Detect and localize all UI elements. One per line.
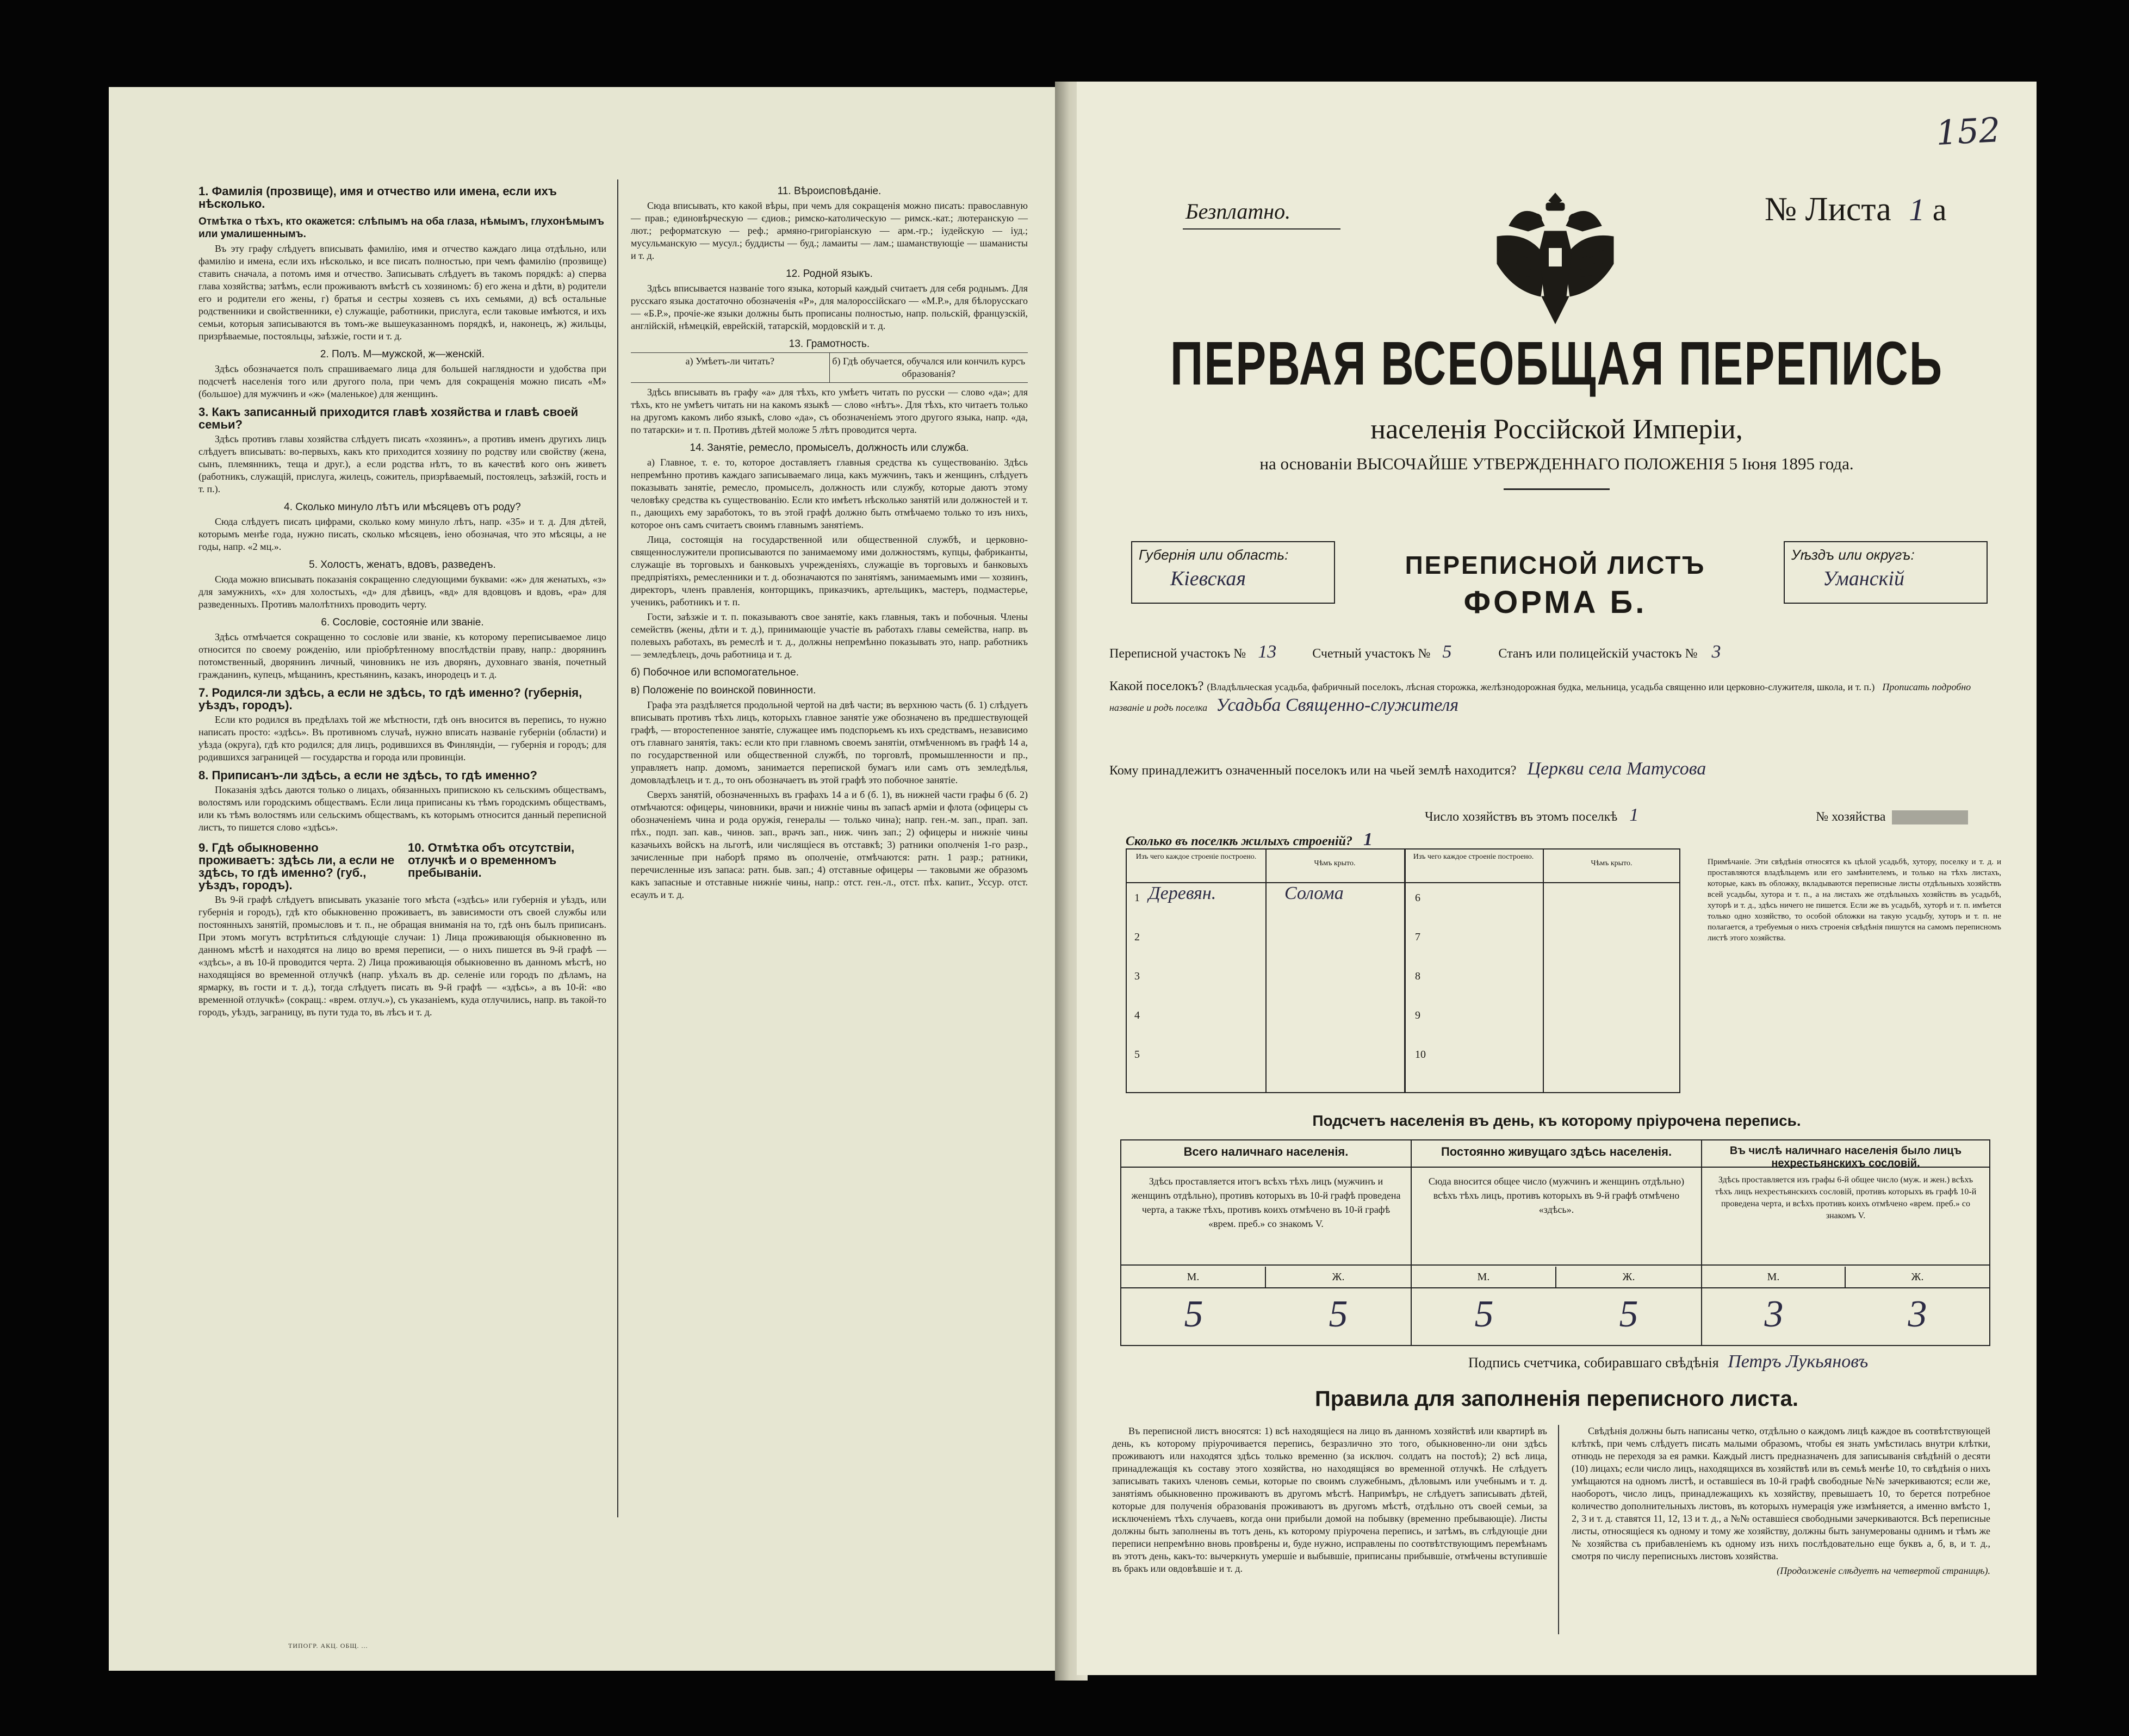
sheet-number xyxy=(1765,190,1947,229)
section-10-heading: 10. Отмѣтка объ отсутствіи, отлучкѣ и о временномъ пребываніи. xyxy=(408,841,575,879)
bldg-header-roof-left: Чѣмъ крыто. xyxy=(1265,850,1404,883)
section-6-heading: 6. Сословіе, состояніе или званіе. xyxy=(321,617,484,628)
male-label: М. xyxy=(1702,1267,1846,1288)
pop-col-caption: Постоянно живущаго здѣсь населенія. xyxy=(1412,1140,1701,1168)
section-4-text: Сюда слѣдуетъ писать цифрами, сколько кому минуло лѣтъ, напр. «35» и т. д. Для дѣтей, которымъ менѣе года, нужно писать, сколько мѣсяцевъ, іено обозначая, что это мѣсяцы, а не годы, напр. «2 мц.». xyxy=(198,516,606,552)
settlement-line xyxy=(1109,677,2001,717)
section-12-heading: 12. Родной языкъ. xyxy=(786,268,873,280)
bldg-row-number: 10 xyxy=(1415,1049,1426,1061)
section-1-text: Въ эту графу слѣдуетъ вписывать фамилію, имя и отчество каждаго лица отдѣльно, или фамилію и имена, если ихъ нѣсколько, и все писать полностью, при чемъ фамилію (прозвище) ставить сначала, а потомъ имя и отчество. Записывать слѣдуетъ въ такомъ порядкѣ: а) сперва глава хозяйства; затѣмъ, если проживаютъ вмѣстѣ съ хозяиномъ: б) его жена и дѣти, в) родители его и родители его жены, г) братья и сестры хозяевъ съ ихъ семьями, д) всѣ остальные родственники и свойственники, е) служащіе, работники, прислуга, если таковые имѣются, и ихъ семьи, которыя записываются въ томъ-же вышеуказанномъ порядкѣ, и, наконецъ, ж) жильцы, призрѣваемые, постояльцы, заѣзжіе, гости и т. д. xyxy=(198,243,606,342)
permanent-male-value: 5 xyxy=(1474,1293,1494,1335)
pop-col-non-peasant xyxy=(1702,1140,1989,1345)
section-5-text: Сюда можно вписывать показанія сокращенно следующими буквами: «ж» для женатыхъ, «з» для замужнихъ, «х» для холостыхъ, «д» для дѣвицъ, «вд» для вдовцовъ и вдовъ, «ра» для разведенныхъ. Противъ малолѣтнихъ проводить черту. xyxy=(198,574,606,610)
section-1-subheading: Отмѣтка о тѣхъ, кто окажется: слѣпымъ на оба глаза, нѣмымъ, глухонѣмымъ или умалишеннымъ. xyxy=(198,216,605,240)
section-1-heading: 1. Фамилія (прозвище), имя и отчество или имена, если ихъ нѣсколько. xyxy=(198,184,557,210)
signature-label: Подпись счетчика, собиравшаго свѣдѣнія xyxy=(1468,1355,1719,1371)
non-peasant-male-value: 3 xyxy=(1764,1293,1784,1335)
title-rule xyxy=(1504,488,1610,490)
total-female-value: 5 xyxy=(1329,1293,1348,1335)
bldg-divider xyxy=(1543,850,1544,1092)
section-9-text: Въ 9-й графѣ слѣдуетъ вписывать указаніе того мѣста («здѣсь» или губернія и уѣздъ, или губернія и городъ), гдѣ кто обыкновенно проживаетъ, въ зависимости отъ своей службы или постоянныхъ занятій, промысловъ и т. п., не обращая вниманія на то, гдѣ онъ былъ приписанъ. При этомъ могутъ встрѣтиться слѣдующіе случаи: 1) Лица проживающія обыкновенно въ данномъ мѣстѣ и находятся на лицо во время переписи, — о нихъ пишется въ 9-й графѣ — «здѣсь», а въ 10-й проводится черта. 2) Лица проживающія обыкновенно въ данномъ мѣстѣ, но находящіяся во временной отлучкѣ (напр. уѣхалъ въ др. селеніе или городъ по дѣламъ, на ярмарку, въ гости и т. д.), тогда слѣдуетъ писать въ 9-й графѣ — «здѣсь», а въ 10-й: «во временной отлучкѣ» (сокращ.: «врем. отлуч.»), съ указаніемъ, куда отлучились, напр. въ такой-то городъ, уѣздъ, заграницу, въ пути туда то, въ лѣсъ и т. д. xyxy=(198,894,606,1018)
police-district-label: Станъ или полицейскій участокъ № xyxy=(1498,647,1698,661)
pop-col-description: Здѣсь проставляется изъ графы 6-й общее число (муж. и жен.) всѣхъ тѣхъ лицъ нехрестьянскихъ сословій, противъ которыхъ въ графѣ 10-й проведена черта, и всѣхъ противъ коихъ отмѣчено «врем. преб.» со знакомъ V. xyxy=(1702,1168,1989,1266)
buildings-label: Сколько въ поселкѣ жилыхъ строеній? xyxy=(1126,834,1352,848)
bldg-row-number: 3 xyxy=(1134,970,1140,982)
right-page xyxy=(1077,82,2037,1675)
uezd-label: Уѣздъ или округъ: xyxy=(1791,547,1915,563)
female-label: Ж. xyxy=(1846,1267,1989,1288)
form-name: ФОРМА Б. xyxy=(1463,585,1647,620)
owner-line xyxy=(1109,759,1706,779)
gubernia-field xyxy=(1131,541,1335,604)
section-13-heading: 13. Грамотность. xyxy=(789,338,870,350)
gubernia-label: Губернія или область: xyxy=(1139,547,1289,563)
free-underline xyxy=(1183,228,1340,230)
census-subtitle: населенія Россійской Имперіи, xyxy=(1370,414,1743,445)
gubernia-value: Кіевская xyxy=(1170,567,1246,590)
households-value: 1 xyxy=(1629,805,1639,825)
bldg-roof-value: Солома xyxy=(1284,883,1344,903)
female-label: Ж. xyxy=(1266,1267,1411,1288)
owner-value: Церкви села Матусова xyxy=(1527,759,1706,779)
settlement-value: Усадьба Священно-служителя xyxy=(1216,695,1459,715)
households-label: Число хозяйствъ въ этомъ поселкѣ xyxy=(1425,810,1618,824)
section-14b-heading: б) Побочное или вспомогательное. xyxy=(631,667,799,678)
male-label: М. xyxy=(1121,1267,1266,1288)
left-page xyxy=(109,87,1063,1671)
pop-col-total xyxy=(1121,1140,1412,1345)
bldg-row-number: 7 xyxy=(1415,931,1420,943)
section-3-heading: 3. Какъ записанный приходится главѣ хозяйства и главѣ своей семьи? xyxy=(198,405,579,431)
households-line xyxy=(1425,805,1968,826)
section-9-heading: 9. Гдѣ обыкновенно проживаетъ: здѣсь ли, а если не здѣсь, то гдѣ именно? (губ., уѣздъ, городъ). xyxy=(198,841,395,892)
section-8-text: Показанія здѣсь даются только о лицахъ, обязанныхъ припискою къ сельскимъ обществамъ, волостямъ или городскимъ обществамъ. Если лица приписаны къ тѣмъ городскимъ обществамъ, или къ тѣмъ волостямъ или сельскимъ обществамъ, къ которымъ относится данный переписной листъ, то пишется слово «здѣсь». xyxy=(198,784,606,833)
settlement-label: Какой поселокъ? xyxy=(1109,679,1204,693)
section-13-text: Здѣсь вписывать въ графу «а» для тѣхъ, кто умѣетъ читать по русски — слово «да»; для тѣхъ, кто не умѣетъ читать ни на какомъ языкѣ — слово «нѣтъ». Для тѣхъ, кто читаетъ только на другомъ какомъ либо языкѣ, слово «да», съ обозначеніемъ этого другого языка, напр. «да, по татарски» и т. п. Противъ дѣтей моложе 5 лѣтъ проводится черта. xyxy=(631,387,1028,435)
printer-imprint: ТИПОГР. АКЦ. ОБЩ. ... xyxy=(288,1642,368,1650)
section-7-heading: 7. Родился-ли здѣсь, а если не здѣсь, то гдѣ именно? (губернія, уѣздъ, городъ). xyxy=(198,686,582,712)
section-5-heading: 5. Холостъ, женатъ, вдовъ, разведенъ. xyxy=(309,559,496,571)
section-11-heading: 11. Вѣроисповѣданіе. xyxy=(777,185,882,197)
section-13-columns xyxy=(631,352,1028,383)
section-8-heading: 8. Приписанъ-ли здѣсь, а если не здѣсь, то гдѣ именно? xyxy=(198,768,537,782)
bldg-divider xyxy=(1404,850,1406,1092)
section-12-text: Здѣсь вписывается названіе того языка, который каждый считаетъ для себя роднымъ. Для русскаго языка достаточно обозначенія «Р», для малороссійскаго — «М.Р.», для бѣлорусскаго — «Б.Р.», прочіе-же языки должны быть прописаны полностью, напр. польскій, французскій, англійскій, нѣмецкій, еврейскій, татарскій, мордовскій и т. д. xyxy=(631,283,1028,331)
section-4-heading: 4. Сколько минуло лѣтъ или мѣсяцевъ отъ роду? xyxy=(284,501,521,513)
total-male-value: 5 xyxy=(1184,1293,1203,1335)
uezd-value: Уманскій xyxy=(1823,567,1904,590)
census-decree: на основаніи ВЫСОЧАЙШЕ УТВЕРЖДЕННАГО ПОЛОЖЕНІЯ 5 Іюня 1895 года. xyxy=(1259,454,1854,473)
population-count-heading: Подсчетъ населенія въ день, къ которому пріурочена перепись. xyxy=(1312,1112,1801,1129)
section-14-text-4: Графа эта раздѣляется продольной чертой на двѣ части; въ верхнюю часть (б. 1) слѣдуетъ вписывать противъ тѣхъ лицъ, которыхъ главное занятіе уже обозначено въ предшествующей графѣ, — второстепенное занятіе, служащее имъ подспорьемъ къ ихъ средствамъ, независимо отъ главнаго занятія, такъ: если кто при главномъ своемъ занятіи, отмѣченномъ въ графѣ 14 а, по государственной или общественной службѣ, по торговлѣ, промышленности и пр., управляетъ напр. домомъ, занимается перепиской бумагъ или самъ отъ земледѣлья, домовладѣлецъ и т. д., то онъ обозначаетъ въ этой графѣ это побочное занятіе. xyxy=(631,699,1028,785)
section-14c-heading: в) Положеніе по воинской повинности. xyxy=(631,685,816,696)
counting-district-label: Счетный участокъ № xyxy=(1312,647,1431,661)
permanent-female-value: 5 xyxy=(1619,1293,1638,1335)
enumerator-signature-line xyxy=(1468,1351,1868,1372)
form-title xyxy=(1360,550,1751,621)
section-2-heading: 2. Полъ. М—мужской, ж—женскій. xyxy=(320,349,485,360)
bldg-divider xyxy=(1265,850,1267,1092)
household-number-redacted xyxy=(1892,810,1968,824)
rules-heading: Правила для заполненія переписного листа. xyxy=(1315,1387,1798,1411)
bldg-header-material-left: Изъ чего каждое строеніе построено. xyxy=(1127,850,1265,883)
section-3-text: Здѣсь противъ главы хозяйства слѣдуетъ писать «хозяинъ», а противъ именъ другихъ лицъ слѣдуетъ вписывать: во-первыхъ, какъ кто приходится хозяину по родству или свойству (жена, сынъ, племянникъ, теща и друг.), а если родства нѣтъ, то въ качествѣ кого онъ живетъ (работникъ, служащій, прислуга, жилецъ, сожитель, призрѣваемый, постоялецъ, заѣзжій, гость и т. п.). xyxy=(198,433,606,494)
continuation-note: (Продолженіе слѣдуетъ на четвертой страницѣ). xyxy=(1777,1565,1990,1576)
police-district-value: 3 xyxy=(1711,642,1721,662)
buildings-note: Примѣчаніе. Эти свѣдѣнія относятся къ цѣлой усадьбѣ, хутору, поселку и т. д. и проставляются владѣльцемъ или его замѣнителемъ, и только на тѣхъ листахъ, которые, какъ въ обложку, вкладываются переписные листы отдѣльныхъ хозяйствъ всей усадьбы, хутора и т. п., а на листахъ же отдѣльныхъ хозяйствъ въ усадьбѣ, хуторѣ и т. д., здѣсь ничего не пишется. Если же въ усадьбѣ, хуторѣ и т. п. имѣется только одно хозяйство, то особой обложки на такую усадьбу, хуторъ и т. п. не полагается, а требуемыя о нихъ строенія свѣдѣнія пишутся на самомъ переписномъ листѣ этого хозяйства. xyxy=(1708,858,2001,943)
pop-col-description: Сюда вносится общее число (мужчинъ и женщинъ отдѣльно) всѣхъ тѣхъ лицъ, противъ которыхъ въ 9-й графѣ отмѣчено «здѣсь». xyxy=(1412,1168,1701,1266)
section-2-text: Здѣсь обозначается полъ спрашиваемаго лица для большей наглядности и удобства при подсчетѣ населенія того или другого пола, при чемъ для сокращенія можно писать «М» (большое) для мужчинъ и «ж» (маленькое) для женщинъ. xyxy=(198,363,606,399)
bldg-row-number: 5 xyxy=(1134,1049,1140,1061)
female-label: Ж. xyxy=(1556,1267,1701,1288)
instructions-column-1 xyxy=(198,179,606,1021)
bldg-header-material-right: Изъ чего каждое строеніе построено. xyxy=(1404,850,1543,883)
section-14-heading: 14. Занятіе, ремесло, промыселъ, должность или служба. xyxy=(690,442,969,454)
districts-line xyxy=(1109,642,1721,662)
bldg-material-value: Деревян. xyxy=(1149,883,1216,903)
section-14-text: а) Главное, т. е. то, которое доставляетъ главныя средства къ существованію. Здѣсь непремѣнно противъ каждаго записываемаго лица, какъ мужчинъ, такъ и женщинъ, слѣдуетъ показывать занятіе, ремесло, промыселъ, должность или службу, которые даютъ этому человѣку средства къ существованію. Если кто имѣетъ нѣсколько занятій или должностей и т. п., дающихъ ему заработокъ, то въ этой графѣ должно быть отмѣчаемо только то изъ нихъ, которое онъ самъ считаетъ своимъ главнымъ занятіемъ. xyxy=(631,457,1028,530)
rules-text-2: Свѣдѣнія должны быть написаны четко, отдѣльно о каждомъ лицѣ каждое въ соотвѣтствующей клѣткѣ, при чемъ слѣдуетъ писать малыми образомъ, чтобы ея знать умѣстилась внутри клѣтки, отнюдь не переходя за ея рамки. Каждый листъ предназначенъ для записыванія свѣдѣній о десяти (10) лицахъ; если число лицъ, находящихся въ хозяйствѣ или въ семьѣ менѣе 10, то свѣдѣнія о нихъ умѣщаются на одномъ листѣ, и оставшіеся въ 10-й графѣ свободные №№ зачеркиваются; если же, наоборотъ, число лицъ, принадлежащихъ къ хозяйству, превышаетъ 10, то берется потребное количество дополнительныхъ листовъ, въ которыхъ нумерація уже измѣняется, а именно вмѣсто 1, 2, 3 и т. д. ставятся 11, 12, 13 и т. д., а №№ оставшіеся свободными зачеркиваются. Всѣ переписные листы, относящіеся къ одному и тому же хозяйству, должны быть занумерованы однимъ и тѣмъ же № хозяйства съ прибавленіемъ къ одному изъ нихъ послѣдовательно еще буквъ а, б, в, и т. д., смотря по числу переписныхъ листовъ хозяйства. xyxy=(1572,1425,1990,1561)
settlement-hint-2: Прописать подробно названіе и родъ поселка xyxy=(1109,681,1971,713)
rules-divider xyxy=(1558,1425,1559,1634)
sheet-number-label: № Листа xyxy=(1765,191,1891,228)
instructions-column-2 xyxy=(631,179,1028,903)
form-title-main: ПЕРЕПИСНОЙ ЛИСТЪ xyxy=(1405,551,1706,579)
section-14-text-5: Сверхъ занятій, обозначенныхъ въ графахъ 14 а и б (б. 1), въ нижней части графы б (б. 2) отмѣчаются: офицеры, чиновники, врачи и нижніе чины въ запасѣ арміи и флота (офицеры съ обозначеніемъ чина и рода оружія, генералы — только чина); напр. ген.-м. зап., прап. зап. пѣх., подп. зап. кав., чинов. зап., врачъ зап., ниж. чинъ зап.; 2) офицеры и нижніе чины казачьихъ войскъ на льготѣ, или числящіеся въ отставкѣ; 3) ратники ополченія 1-го разр., зачисленные при наборѣ прямо въ ополченіе, отмѣчаются: ратн. 1 разр.; ратники, перечисленные изъ запаса: ратн. быв. зап.; 4) отставные офицеры — таковыми же образомъ какъ запасные и отставные нижніе чины, напр.: отст. ген.-л., отст. пѣх. капит., Уссур. отст. есаулъ и т. д. xyxy=(631,789,1028,900)
bldg-row-number: 9 xyxy=(1415,1009,1420,1021)
bldg-row-number: 8 xyxy=(1415,970,1420,982)
section-14-text-2: Лица, состоящія на государственной или общественной службѣ, и церковно-священнослужители прописываются по занимаемому ими должностямъ, купцы, фабриканты, служащіе въ торговыхъ и банковыхъ учрежденіяхъ, служащіе въ торговыхъ и банковыхъ предпріятіяхъ, ремесленники и т. д. обозначаются по занятіямъ, занимаемымъ ими — хозяинъ, директоръ, членъ правленія, конторщикъ, приказчикъ, артельщикъ, мастеръ, подмастерье, ученикъ, работникъ и т. п. xyxy=(631,534,1028,607)
rules-text-1: Въ переписной листъ вносятся: 1) всѣ находящіеся на лицо въ данномъ хозяйствѣ или квартирѣ въ день, къ которому пріурочивается перепись, безразлично это того, обыкновенно-ли они здѣсь проживаютъ или находятся здѣсь только временно (за исключ. солдатъ на постоѣ); 2) всѣ лица, принадлежащія къ составу этого хозяйства, но находящіяся во временной отлучкѣ. Не слѣдуетъ записывать такихъ членовъ семьи, которые по своимъ служебнымъ, дѣловымъ или учебнымъ и т. д. занятіямъ обыкновенно проживаютъ въ другомъ мѣстѣ. Напримѣръ, не слѣдуетъ записывать дѣтей, которые для полученія образованія проживаютъ въ другомъ мѣстѣ, отдѣльно отъ своей семьи, за исключеніемъ тѣхъ случаевъ, когда они прибыли домой на побывку (временно пребывающіе). Листы должны быть заполнены въ тотъ день, къ которому пріурочена перепись, и затѣмъ, въ слѣдующіе дни переписи непремѣнно вновь провѣрены и, буде нужно, исправлены по соотвѣтствующимъ перемѣнамъ въ этотъ день, какъ-то: вычеркнуть умершіе и выбывшіе, приписаны прибывшіе, отмѣчены вступившіе въ бракъ или овдовѣвшіе и т. д. xyxy=(1112,1425,1547,1574)
pop-col-caption: Всего наличнаго населенія. xyxy=(1121,1140,1411,1168)
section-13b-label: б) Гдѣ обучается, обучался или кончилъ курсъ образованія? xyxy=(832,356,1026,379)
sections-9-10-headings xyxy=(198,836,606,894)
section-11-text: Сюда вписывать, кто какой вѣры, при чемъ для сокращенія можно писать: православную — прав.; единовѣрческую — єдиов.; римско-католическую — римск.-кат.; лютеранскую — лют.; реформатскую — реф.; армяно-григоріанскую — арм.-гр.; іудейскую — іуд.; мусульманскую — мусул.; буддисты — буд.; ламаиты — лам.; шаманствующіе — шаманисты и т. д. xyxy=(631,200,1028,261)
census-title: ПЕРВАЯ ВСЕОБЩАЯ ПЕРЕПИСЬ xyxy=(1170,328,1944,398)
settlement-hint: (Владѣльческая усадьба, фабричный поселокъ, лѣсная сторожка, желѣзнодорожная будка, мельница, усадьба священно или церковно-служителя, школа, и т. п.) xyxy=(1207,681,1875,692)
section-6-text: Здѣсь отмѣчается сокращенно то сословіе или званіе, къ которому переписываемое лицо относится по своему рожденію, или пріобрѣтенному впослѣдствіи праву, напр.: дворянинъ потомственный, дворянинъ личный, чиновникъ не изъ дворянъ, духовнаго званія, почетный гражданинъ, купецъ, мѣщанинъ, крестьянинъ, казакъ, инородецъ и т. д. xyxy=(198,631,606,680)
buildings-line xyxy=(1126,829,1373,850)
uezd-field xyxy=(1784,541,1988,604)
section-7-text: Если кто родился въ предѣлахъ той же мѣстности, гдѣ онъ вносится въ перепись, то нужно написать просто: «здѣсь». Въ противномъ случаѣ, нужно вписать названіе губерніи (области) и уѣзда (округа), гдѣ кто родился; для лицъ, родившихся въ Финляндіи, — губернія и городъ; для родившихся заграницей — государства и города или провинціи. xyxy=(198,714,606,762)
pop-col-permanent xyxy=(1412,1140,1702,1345)
rules-column-1 xyxy=(1112,1425,1547,1577)
buildings-value: 1 xyxy=(1363,829,1373,850)
buildings-table xyxy=(1126,848,1680,1093)
sheet-number-value: 1 xyxy=(1909,192,1925,227)
bldg-row-number: 6 xyxy=(1415,892,1420,904)
column-divider xyxy=(617,179,618,1517)
free-label: Безплатно. xyxy=(1185,199,1291,224)
population-table xyxy=(1120,1139,1990,1346)
sheet-number-suffix: а xyxy=(1932,192,1947,227)
section-13a-label: а) Умѣетъ-ли читать? xyxy=(631,353,830,382)
bldg-header-roof-right: Чѣмъ крыто. xyxy=(1543,850,1680,883)
pop-col-caption: Въ числѣ наличнаго населенія было лицъ нехрестьянскихъ сословій. xyxy=(1702,1140,1989,1168)
archive-page-number: 152 xyxy=(1935,109,2002,153)
bldg-row-number: 1 xyxy=(1134,892,1140,904)
household-number-label: № хозяйства xyxy=(1816,810,1886,824)
owner-label: Кому принадлежитъ означенный поселокъ или на чьей землѣ находится? xyxy=(1109,764,1517,778)
section-14-text-3: Гости, заѣзжіе и т. п. показываютъ свое занятіе, какъ главныя, такъ и побочныя. Члены семействъ (жены, дѣти и т. д.), принимающіе участіе въ работахъ главы семейства, напр. въ полевыхъ работахъ, въ ремеслѣ и т. д., должны непремѣнно показывать это, напр. работникъ — земледѣлецъ, дочь работница и т. д. xyxy=(631,611,1028,660)
signature-value: Петръ Лукьяновъ xyxy=(1728,1351,1869,1372)
census-district-label: Переписной участокъ № xyxy=(1109,647,1246,661)
bldg-row-number: 2 xyxy=(1134,931,1140,943)
double-headed-eagle-emblem-icon xyxy=(1493,188,1618,329)
pop-col-description: Здѣсь проставляется итогъ всѣхъ тѣхъ лицъ (мужчинъ и женщинъ отдѣльно), противъ которыхъ въ 10-й графѣ проведена черта, а также тѣхъ, противъ коихъ отмѣчено въ 10-й графѣ «врем. преб.» со знакомъ V. xyxy=(1121,1168,1411,1266)
census-district-value: 13 xyxy=(1258,642,1277,662)
rules-column-2 xyxy=(1572,1425,1990,1577)
non-peasant-female-value: 3 xyxy=(1908,1293,1927,1335)
counting-district-value: 5 xyxy=(1442,642,1452,662)
male-label: М. xyxy=(1412,1267,1556,1288)
bldg-row-number: 4 xyxy=(1134,1009,1140,1021)
